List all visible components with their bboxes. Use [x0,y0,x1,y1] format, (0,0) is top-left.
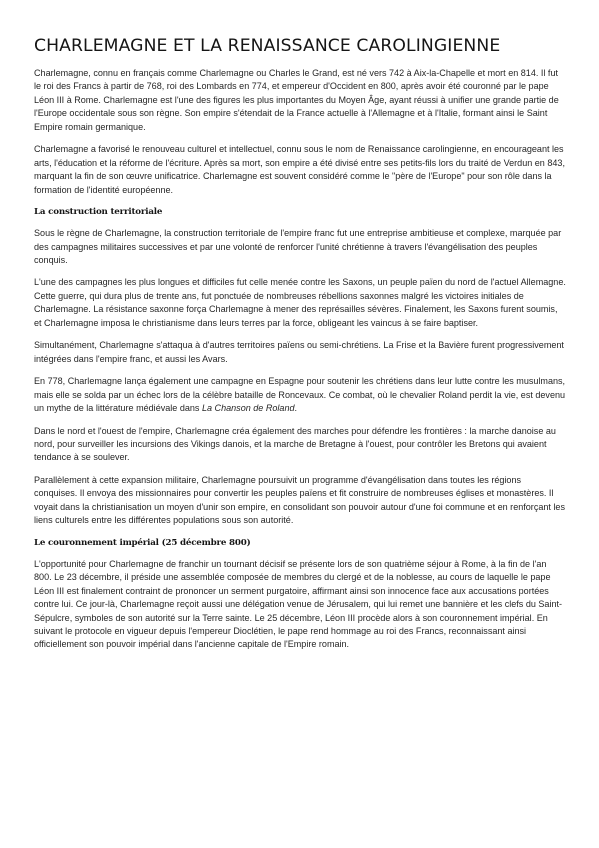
document-title: CHARLEMAGNE ET LA RENAISSANCE CAROLINGIENNE [34,36,501,56]
frise-baviere-paragraph: Simultanément, Charlemagne s'attaqua à d'autres territoires païens ou semi-chrétiens. La Frise et la Bavière furent progressivement intégrées dans l'empire franc, et aussi les Avars. [34,340,564,364]
marches-paragraph: Dans le nord et l'ouest de l'empire, Charlemagne créa également des marches pour défendre les frontières : la marche danoise au nord, pour surveiller les incursions des Vikings danois, et la marche de Bretagne à l'ouest, pour contrôler les Bretons qui avaient tendance à se soulever. [34,425,556,463]
intro-paragraph-1: Charlemagne, connu en français comme Charlemagne ou Charles le Grand, est né vers 742 à Aix-la-Chapelle et mort en 814. Il fut le roi des Francs à partir de 768, roi des Lombards en 774, et empereur d'Occident en 800, après avoir été couronné par le pape Léon III à Rome. Charlemagne est l'une des figures les plus importantes du Moyen Âge, ayant réussi à unifier une grande partie de l'Europe occidentale sous son règne. Son empire s'étendait de la France actuelle à l'Allemagne et à l'Italie, formant ainsi le Saint Empire romain germanique. [34,68,559,132]
roncevaux-end: . [294,403,298,414]
saxons-paragraph: L'une des campagnes les plus longues et difficiles fut celle menée contre les Saxons, un peuple païen du nord de l'actuel Allemagne. Cette guerre, qui dura plus de trente ans, fut ponctuée de nombreuses rébellions saxonnes malgré les victoires initiales de Charlemagne. La résistance saxonne força Charlemagne à mener des représailles sévères. Finalement, les Saxons furent soumis, et Charlemagne imposa le christianisme dans leurs terres par la force, obligeant les vaincus à se faire baptiser. [34,277,566,328]
section-heading-territorial: La construction territoriale [34,207,163,218]
roncevaux-text: En 778, Charlemagne lança également une campagne en Espagne pour soutenir les chrétiens dans leur lutte contre les musulmans, mais elle se solda par un échec lors de la célèbre bataille de Roncevaux. Ce combat, où le chevalier Roland perdit la vie, est devenu un mythe de la littérature médiévale dans [34,376,566,414]
couronnement-paragraph: L'opportunité pour Charlemagne de franchir un tournant décisif se présente lors de son quatrième séjour à Rome, à la fin de l'an 800. Le 23 décembre, il préside une assemblée composée de membres du clergé et de la noblesse, au cours de laquelle le pape Léon III est finalement contraint de prononcer un serment purgatoire, affirmant ainsi son innocence face aux accusations portées contre lui. Ce jour-là, Charlemagne reçoit aussi une délégation venue de Jérusalem, qui lui remet une bannière et les clefs du Saint-Sépulcre, symboles de son autorité sur la Terre sainte. Le 25 décembre, Léon III procède alors à son couronnement impérial. En suivant le protocole en vigueur depuis l'empereur Dioclétien, le pape rend hommage au roi des Francs, reconnaissant ainsi officiellement son pouvoir impérial dans l'ancienne capitale de l'Empire romain. [34,558,563,650]
territorial-paragraph-1: Sous le règne de Charlemagne, la construction territoriale de l'empire franc fut une entreprise ambitieuse et complexe, marquée par des campagnes militaires successives et par une volonté de renforcer l'unité chrétienne à travers l'évangélisation des peuples conquis. [34,228,562,265]
roncevaux-paragraph [34,375,566,415]
chanson-de-roland-title: La Chanson de Roland [201,403,295,414]
section-heading-couronnement: Le couronnement impérial (25 décembre 800) [34,537,251,548]
evangelisation-paragraph: Parallèlement à cette expansion militaire, Charlemagne poursuivit un programme d'évangélisation dans toutes les régions conquises. Il envoya des missionnaires pour convertir les peuples païens et fit construire de nombreuses églises et monastères. Il voyait dans la christianisation un moyen d'unir son empire, en consolidant son pouvoir autour d'une foi commune et en renforçant les liens culturels entre les différentes populations sous son autorité. [34,474,565,526]
intro-paragraph-2: Charlemagne a favorisé le renouveau culturel et intellectuel, connu sous le nom de Renaissance carolingienne, en encourageant les arts, l'éducation et la réforme de l'écriture. Après sa mort, son empire a été divisé entre ses petits-fils lors du traité de Verdun en 843, marquant la fin de son œuvre unificatrice. Charlemagne est souvent considéré comme le "père de l'Europe" pour son rôle dans la formation de l'identité européenne. [34,144,565,195]
